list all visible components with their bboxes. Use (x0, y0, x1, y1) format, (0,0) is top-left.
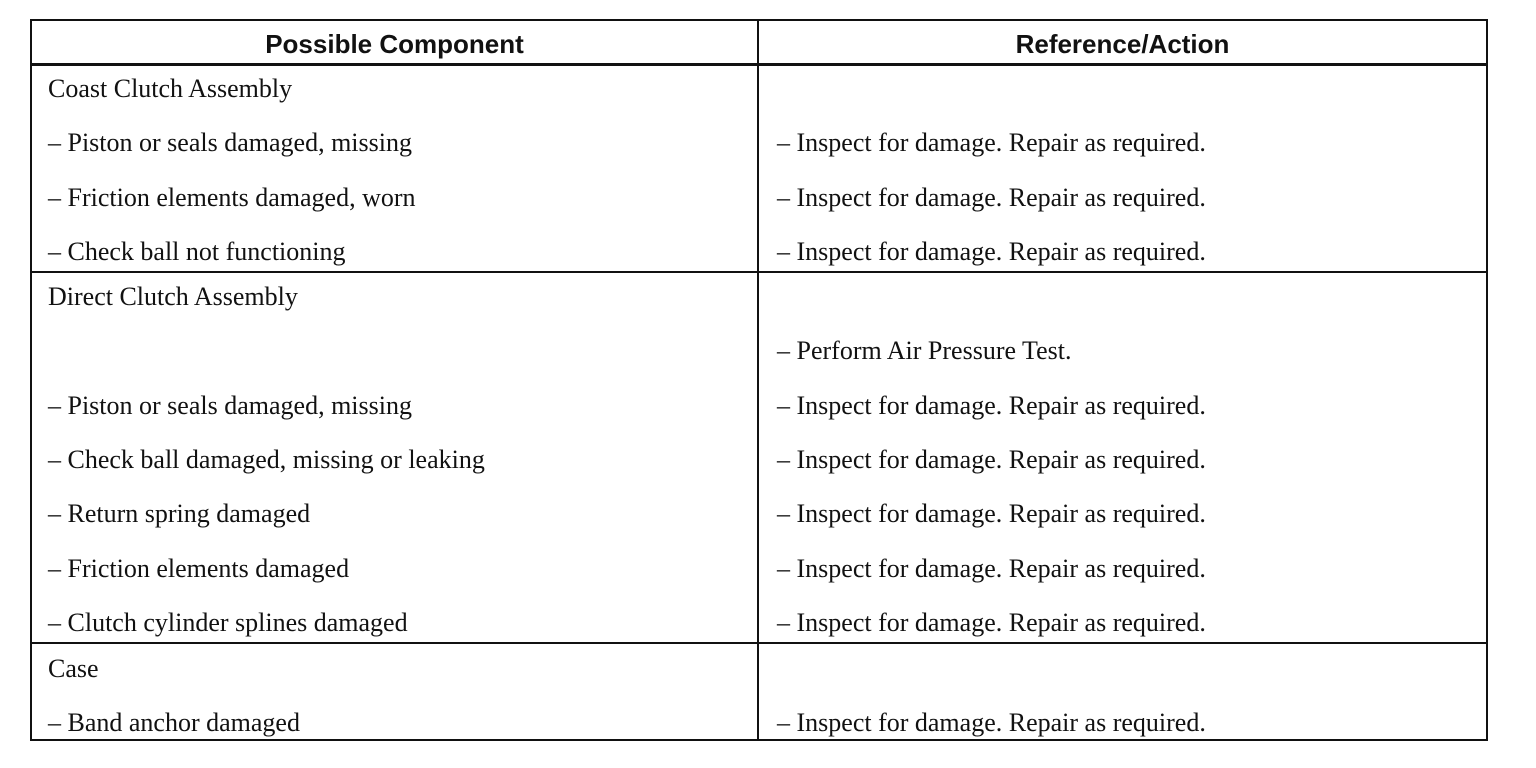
action-cell: – Inspect for damage. Repair as required. (777, 391, 1206, 420)
action-cell: – Inspect for damage. Repair as required. (777, 499, 1206, 528)
group-divider (30, 642, 1488, 644)
component-cell: – Piston or seals damaged, missing (48, 391, 412, 420)
component-cell: – Check ball damaged, missing or leaking (48, 445, 485, 474)
component-cell: – Check ball not functioning (48, 237, 346, 266)
header-possible-component: Possible Component (265, 29, 524, 59)
action-cell: – Inspect for damage. Repair as required. (777, 608, 1206, 637)
action-cell: – Inspect for damage. Repair as required. (777, 445, 1206, 474)
component-cell: – Clutch cylinder splines damaged (48, 608, 408, 637)
header-reference-action: Reference/Action (1015, 29, 1230, 59)
group-title-direct-clutch: Direct Clutch Assembly (48, 282, 298, 311)
component-cell: – Band anchor damaged (48, 708, 300, 737)
action-cell: – Inspect for damage. Repair as required. (777, 237, 1206, 266)
action-cell: – Inspect for damage. Repair as required. (777, 708, 1206, 737)
action-cell: – Inspect for damage. Repair as required. (777, 128, 1206, 157)
column-divider (757, 19, 759, 741)
component-cell: – Return spring damaged (48, 499, 311, 528)
action-cell: – Inspect for damage. Repair as required. (777, 183, 1206, 212)
group-divider (30, 271, 1488, 273)
action-cell: – Perform Air Pressure Test. (777, 336, 1072, 365)
group-title-case: Case (48, 654, 99, 683)
component-cell: – Friction elements damaged, worn (48, 183, 416, 212)
action-cell: – Inspect for damage. Repair as required. (777, 554, 1206, 583)
component-cell: – Friction elements damaged (48, 554, 350, 583)
component-cell: – Piston or seals damaged, missing (48, 128, 412, 157)
group-title-coast-clutch: Coast Clutch Assembly (48, 74, 293, 103)
